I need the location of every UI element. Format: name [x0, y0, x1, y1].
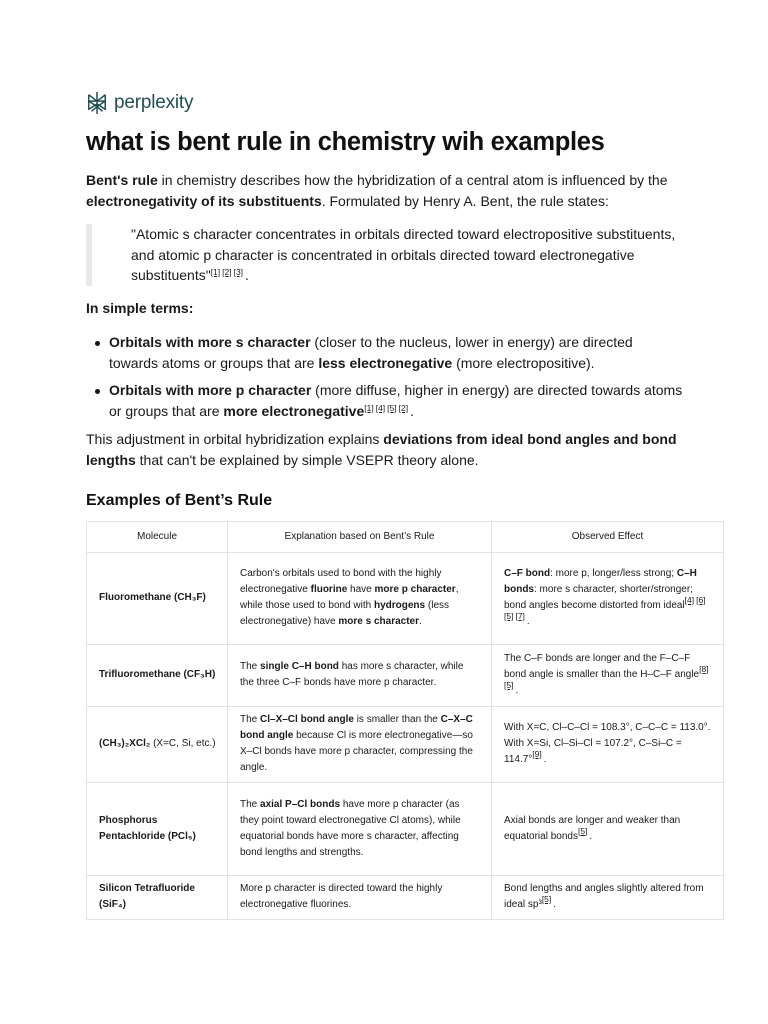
molecule-name: Phosphorus Pentachloride (PCl₅) — [99, 814, 196, 842]
blockquote — [86, 224, 684, 286]
molecule-cell — [87, 707, 228, 783]
text: . Formulated by Henry A. Bent, the rule states: — [321, 193, 609, 209]
column-header: Molecule — [87, 522, 228, 553]
molecule-cell — [87, 876, 228, 920]
citation-link[interactable]: [4] — [375, 403, 386, 413]
bold-text: Orbitals with more p character — [109, 382, 312, 398]
explanation-cell — [228, 707, 492, 783]
text: in chemistry describes how the hybridization of a central atom is influenced by the — [157, 172, 668, 188]
text: This adjustment in orbital hybridization explains — [86, 431, 384, 447]
text: . — [245, 267, 249, 283]
citation-group — [211, 267, 245, 277]
bold-text: less electronegative — [318, 355, 453, 371]
text: is smaller than the — [353, 714, 441, 725]
explanation-cell — [228, 876, 492, 920]
effect-cell — [492, 783, 724, 876]
bold-text: C–F bond — [504, 568, 551, 579]
table-row — [87, 876, 724, 920]
text: : more p, longer/less strong; — [550, 568, 677, 579]
effect-cell — [492, 553, 724, 645]
effect-cell — [492, 707, 724, 783]
molecule-name: (CH₃)₂XCl₂ — [99, 738, 151, 749]
bold-text: more s character — [338, 616, 420, 627]
citation-link[interactable]: [1] — [210, 267, 221, 277]
text: More p character is directed toward the highly electronegative fluorines. — [240, 883, 443, 910]
explanation-cell — [228, 645, 492, 707]
bold-text: hydrogens — [373, 600, 426, 611]
citation-link[interactable]: [7] — [515, 611, 525, 621]
citation-link[interactable]: [5] — [541, 894, 552, 904]
text: (closer to the nucleus, lower in energy) are directed towards atoms or groups that are — [109, 334, 633, 371]
citation-link[interactable]: [8] — [699, 664, 709, 674]
text: Carbon's orbitals used to bond with the highly electronegative — [240, 568, 442, 595]
bullet-list — [86, 332, 684, 428]
list-item — [109, 380, 684, 422]
table-body — [87, 553, 724, 920]
molecule-cell — [87, 645, 228, 707]
column-header: Observed Effect — [492, 522, 724, 553]
text: has more s character, while the three C–F bonds have more p character. — [240, 661, 464, 688]
molecule-name: Fluoromethane (CH₃F) — [99, 592, 206, 603]
citation-link[interactable]: [5] — [504, 680, 514, 690]
text: because Cl is more electronegative—so X–Cl bonds have more p character, compressing the angle. — [240, 730, 473, 773]
citation-link[interactable]: [3] — [233, 267, 244, 277]
bold-text: C–H bonds — [504, 568, 697, 595]
explanation-cell — [228, 783, 492, 876]
citation-link[interactable]: [5] — [577, 825, 588, 836]
text: . — [553, 899, 557, 910]
text: that can't be explained by simple VSEPR theory alone. — [135, 452, 479, 468]
bold-text: more p character — [374, 584, 456, 595]
text: . — [543, 754, 547, 765]
citation-link[interactable]: [5] — [504, 611, 514, 621]
brand-name: perplexity — [114, 92, 194, 113]
text: Bond lengths and angles slightly altered from ideal sp³ — [504, 883, 704, 910]
section-subheading: In simple terms: — [86, 300, 194, 316]
text: . — [589, 830, 593, 842]
text: The — [240, 798, 261, 810]
text: . — [419, 616, 422, 627]
text: With X=C, Cl–C–Cl = 108.3°, C–C–C = 113.0°. With X=Si, Cl–Si–Cl = 107.2°, C–Si–C = 114.7° — [504, 722, 711, 765]
table-row — [87, 553, 724, 645]
text: (less electronegative) have — [240, 600, 450, 627]
text: Axial bonds are longer and weaker than equatorial bonds — [504, 814, 681, 842]
molecule-name: Silicon Tetrafluoride (SiF₄) — [99, 883, 195, 910]
text: The — [240, 714, 261, 725]
text: . — [526, 616, 530, 627]
bold-text: Bent's rule — [86, 172, 158, 188]
text: . — [515, 685, 519, 696]
citation-link[interactable]: [6] — [696, 595, 706, 605]
text: . — [410, 403, 414, 419]
bold-text: single C–H bond — [260, 661, 339, 672]
examples-heading: Examples of Bent’s Rule — [86, 492, 273, 509]
bold-text: more electronegative — [223, 403, 365, 419]
list-item — [109, 332, 684, 374]
citation-link[interactable]: [9] — [532, 749, 542, 759]
citation-group — [532, 749, 543, 759]
citation-link[interactable]: [2] — [398, 403, 409, 413]
table-header-row — [87, 522, 724, 553]
text: : more s character, shorter/stronger; bond angles become distorted from ideal — [504, 584, 693, 611]
citation-link[interactable]: [5] — [387, 403, 397, 413]
text: The — [240, 661, 261, 672]
citation-link[interactable]: [1] — [364, 403, 374, 413]
text: , while those used to bond with — [240, 584, 459, 611]
citation-group — [542, 894, 553, 904]
effect-cell — [492, 876, 724, 920]
text: (more diffuse, higher in energy) are directed towards atoms or groups that are — [109, 382, 683, 419]
bold-text: fluorine — [310, 584, 348, 595]
explanation-cell — [228, 553, 492, 645]
bold-text: Orbitals with more s character — [109, 334, 311, 350]
citation-group — [578, 826, 589, 836]
intro-paragraph — [86, 170, 684, 212]
text: The C–F bonds are longer and the F–C–F bond angle is smaller than the H–C–F angle — [504, 653, 700, 680]
summary-paragraph — [86, 429, 684, 471]
perplexity-icon — [86, 91, 108, 115]
bold-text: Cl–X–Cl bond angle — [260, 714, 354, 725]
bold-text: axial P–Cl bonds — [260, 798, 341, 810]
citation-group — [364, 403, 410, 413]
bold-text: deviations from ideal bond angles and bond lengths — [86, 431, 677, 468]
citation-link[interactable]: [2] — [222, 267, 232, 277]
column-header: Explanation based on Bent’s Rule — [228, 522, 492, 553]
molecule-name: Trifluoromethane (CF₃H) — [99, 669, 216, 680]
table-row — [87, 707, 724, 783]
examples-table — [86, 521, 724, 920]
page-title: what is bent rule in chemistry wih examples — [86, 128, 605, 156]
table-row — [87, 783, 724, 876]
citation-link[interactable]: [4] — [684, 595, 695, 605]
effect-cell — [492, 645, 724, 707]
bold-text: C–X–C bond angle — [240, 714, 473, 741]
text: (more electropositive). — [452, 355, 595, 371]
text: have — [347, 584, 375, 595]
molecule-cell — [87, 783, 228, 876]
perplexity-logo[interactable] — [86, 90, 193, 116]
quote-text: "Atomic s character concentrates in orbitals directed toward electropositive substituents, and atomic p character is concentrated in orbitals directed toward electronegative substituents" — [131, 226, 676, 283]
molecule-cell — [87, 553, 228, 645]
table-row — [87, 645, 724, 707]
text: have more p character (as they point toward electronegative Cl atoms), while equatorial bonds have more s character, affecting bond lengths and strengths. — [240, 798, 461, 858]
bold-text: electronegativity of its substituents — [86, 193, 322, 209]
molecule-note: (X=C, Si, etc.) — [150, 738, 216, 749]
